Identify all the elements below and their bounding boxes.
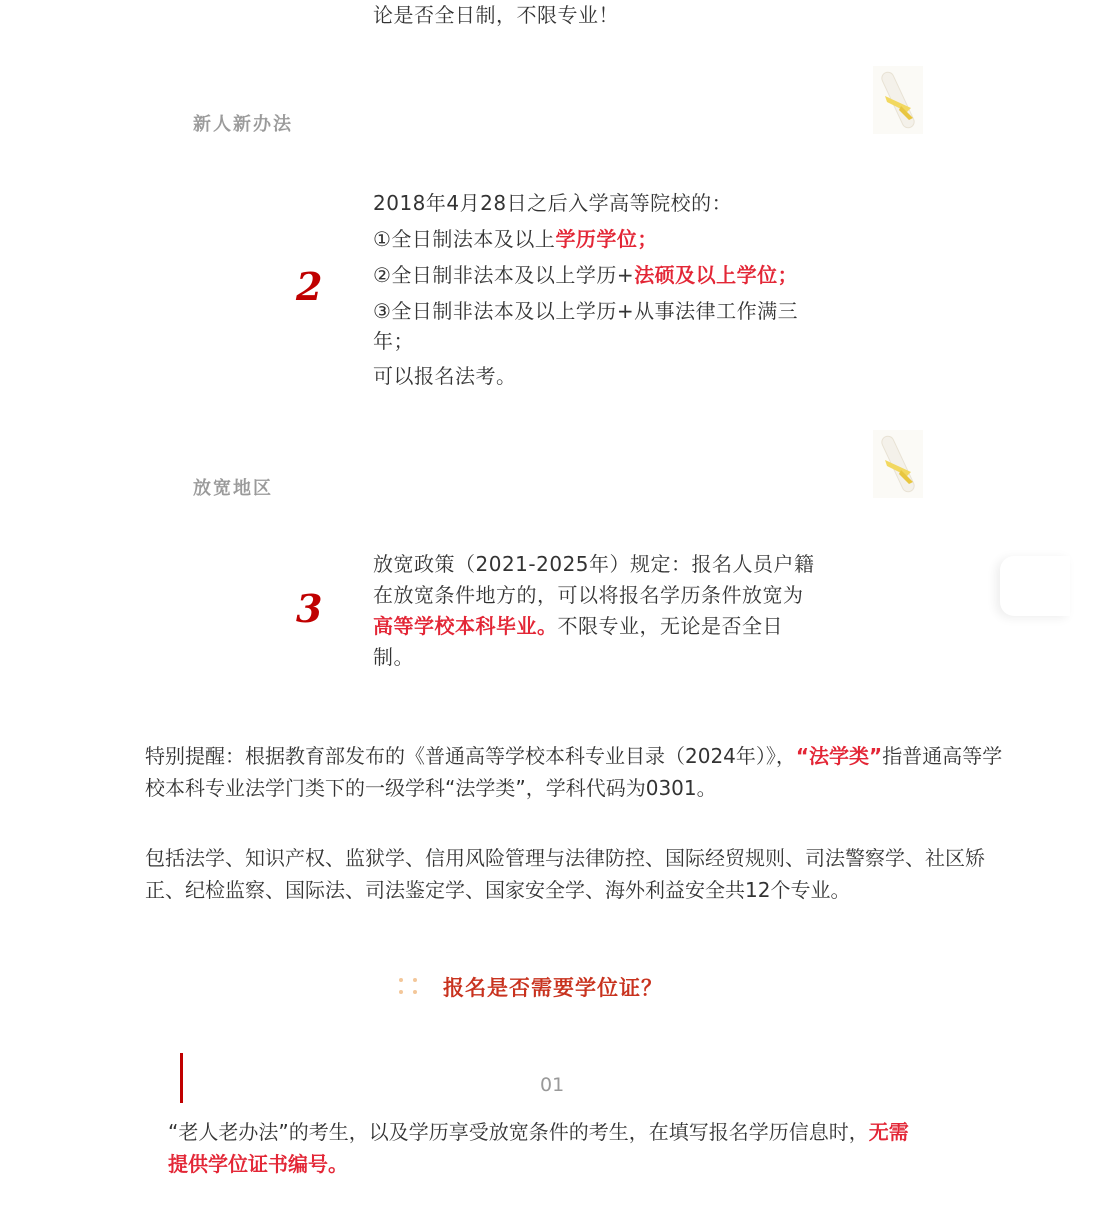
section-label-relaxed-area: 放宽地区 xyxy=(193,478,273,499)
reminder-suffix: 指普通高等学 xyxy=(882,744,1003,768)
item-01-text xyxy=(168,1116,948,1180)
section-2-line-3-highlight: 法硕及以上学位； xyxy=(634,263,799,287)
section-2-line-2-text: ①全日制法本及以上 xyxy=(373,227,556,251)
item-accent-bar xyxy=(180,1053,183,1103)
section-3-line-3 xyxy=(373,611,823,642)
diploma-scroll-icon xyxy=(873,66,923,134)
section-3-line-2: 在放宽条件地方的，可以将报名学历条件放宽为 xyxy=(373,583,804,607)
reminder-highlight: “法学类” xyxy=(795,744,883,768)
reminder-line-1 xyxy=(145,740,1003,772)
special-reminder xyxy=(145,740,1003,804)
section-2-line-3-text: ②全日制非法本及以上学历+ xyxy=(373,263,635,287)
section-3-line-3-highlight: 高等学校本科毕业。 xyxy=(373,614,558,638)
reminder-line-2: 校本科专业法学门类下的一级学科“法学类”，学科代码为0301。 xyxy=(145,776,717,800)
item-01-text-main: “老人老办法”的考生，以及学历享受放宽条件的考生，在填写报名学历信息时， xyxy=(168,1120,869,1144)
section-2-line-3 xyxy=(373,257,823,293)
section-2-line-6: 可以报名法考。 xyxy=(373,364,517,388)
section-3-body xyxy=(373,549,823,673)
majors-line-1: 包括法学、知识产权、监狱学、信用风险管理与法律防控、国际经贸规则、司法警察学、社区矫 xyxy=(145,846,985,870)
reminder-prefix: 特别提醒：根据教育部发布的《普通高等学校本科专业目录（2024年）》， xyxy=(145,744,796,768)
item-01-highlight-1: 无需 xyxy=(868,1120,909,1144)
diploma-scroll-icon xyxy=(873,430,923,498)
section-label-new-rule: 新人新办法 xyxy=(193,114,293,135)
section-3-line-3-text: 不限专业，无论是否全日 xyxy=(557,614,783,638)
section-3-line-4: 制。 xyxy=(373,645,414,669)
section-2-body xyxy=(373,185,823,394)
item-01-line-1 xyxy=(168,1116,948,1148)
section-2-line-4: ③全日制非法本及以上学历+从事法律工作满三 xyxy=(373,299,799,323)
section-number-3: 3 xyxy=(296,586,323,631)
question-heading: 报名是否需要学位证？ xyxy=(443,976,663,1000)
section-2-line-1: 2018年4月28日之后入学高等院校的： xyxy=(373,191,733,215)
top-text: 论是否全日制，不限专业！ xyxy=(373,3,619,27)
item-01-line-2: 提供学位证书编号。 xyxy=(168,1152,348,1176)
section-2-line-2 xyxy=(373,221,823,257)
section-2-line-5: 年； xyxy=(373,329,414,353)
majors-paragraph xyxy=(145,842,985,906)
majors-line-2: 正、纪检监察、国际法、司法鉴定学、国家安全学、海外利益安全共12个专业。 xyxy=(145,878,851,902)
section-number-2: 2 xyxy=(296,264,323,309)
section-2-line-2-highlight: 学历学位； xyxy=(555,227,658,251)
section-3-line-1: 放宽政策（2021-2025年）规定：报名人员户籍 xyxy=(373,552,815,576)
item-index: 01 xyxy=(540,1074,565,1096)
floating-side-widget[interactable] xyxy=(1000,556,1070,616)
dots-decoration-icon xyxy=(399,978,419,998)
